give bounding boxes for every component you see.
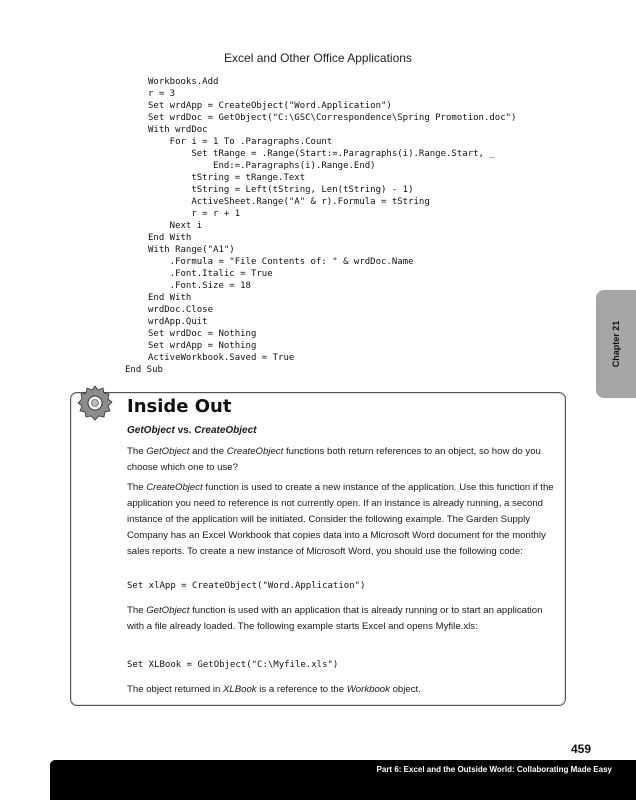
code-line: Set wrdDoc = GetObject("C:\GSC\Correspondence\Spring Promotion.doc"): [148, 113, 517, 123]
italic-term: CreateObject: [226, 446, 284, 457]
code-line: End Sub: [125, 365, 163, 375]
code-sample-2: Set XLBook = GetObject("C:\Myfile.xls"): [127, 660, 339, 670]
code-line: tString = tRange.Text: [148, 173, 306, 183]
code-line: Next i: [148, 221, 203, 231]
code-line: r = 3: [148, 89, 176, 99]
gear-icon: [75, 383, 115, 423]
subhead-vs: vs.: [174, 425, 195, 436]
code-line: ActiveSheet.Range("A" & r).Formula = tString: [148, 197, 430, 207]
paragraph-2: [127, 480, 555, 560]
code-line: With wrdDoc: [148, 125, 208, 135]
code-listing: [125, 76, 565, 376]
chapter-tab: [596, 290, 636, 398]
text-run: The: [127, 482, 147, 493]
text-run: is a reference to the: [256, 684, 347, 695]
code-line: .Font.Size = 18: [148, 281, 251, 291]
page-number: 459: [571, 742, 592, 756]
text-run: function is used to create a new instance of the application. Use this function if the application you need to reference is not currently open. If an instance is already running, a second instance of the application will be initiated. Consider the following example. The Garden Supply Company has an Excel Workbook that copies data into a Microsoft Word document for the monthly sales reports. To create a new instance of Microsoft Word, you should use the following code:: [127, 482, 554, 557]
text-run: and the: [189, 446, 227, 457]
text-run: The: [127, 446, 147, 457]
subhead-getobject: GetObject: [127, 425, 175, 436]
text-run: functions both return references to an object, so how do you choose which one to use?: [127, 446, 541, 473]
code-line: tString = Left(tString, Len(tString) - 1): [148, 185, 414, 195]
code-line: ActiveWorkbook.Saved = True: [148, 353, 295, 363]
code-line: r = r + 1: [148, 209, 241, 219]
code-line: End:=.Paragraphs(i).Range.End): [148, 161, 376, 171]
code-line: Set wrdApp = Nothing: [148, 341, 257, 351]
text-run: The object returned in: [127, 684, 223, 695]
footer-bar: [50, 760, 636, 800]
code-line: With Range("A1"): [148, 245, 235, 255]
paragraph-3: [127, 603, 555, 635]
running-head: Excel and Other Office Applications: [224, 51, 412, 65]
paragraph-1: [127, 444, 555, 476]
code-line: For i = 1 To .Paragraphs.Count: [148, 137, 333, 147]
code-line: .Formula = "File Contents of: " & wrdDoc.Name: [148, 257, 414, 267]
code-line: End With: [148, 233, 192, 243]
text-run: The: [127, 605, 147, 616]
text-run: function is used with an application that is already running or to start an application with a file already loaded. The following example starts Excel and opens Myfile.xls:: [127, 605, 543, 632]
text-run: object.: [389, 684, 421, 695]
italic-term: GetObject: [146, 446, 190, 457]
italic-term: XLBook: [223, 684, 257, 695]
footer-text: Part 6: Excel and the Outside World: Collaborating Made Easy: [376, 765, 612, 774]
code-line: Workbooks.Add: [148, 77, 219, 87]
code-line: End With: [148, 293, 192, 303]
subhead-createobject: CreateObject: [194, 425, 257, 436]
code-line: wrdDoc.Close: [148, 305, 214, 315]
inside-out-title: Inside Out: [127, 396, 232, 417]
code-line: Set wrdDoc = Nothing: [148, 329, 257, 339]
code-line: wrdApp.Quit: [148, 317, 208, 327]
inside-out-subhead: [127, 425, 257, 436]
code-line: .Font.Italic = True: [148, 269, 273, 279]
paragraph-4: [127, 682, 555, 698]
code-sample-1: Set xlApp = CreateObject("Word.Application"): [127, 581, 366, 591]
italic-term: CreateObject: [146, 482, 203, 493]
code-line: Set tRange = .Range(Start:=.Paragraphs(i).Range.Start, _: [148, 149, 495, 159]
code-line: Set wrdApp = CreateObject("Word.Application"): [148, 101, 392, 111]
chapter-tab-label: Chapter 21: [611, 320, 621, 368]
italic-term: GetObject: [146, 605, 190, 616]
italic-term: Workbook: [346, 684, 390, 695]
